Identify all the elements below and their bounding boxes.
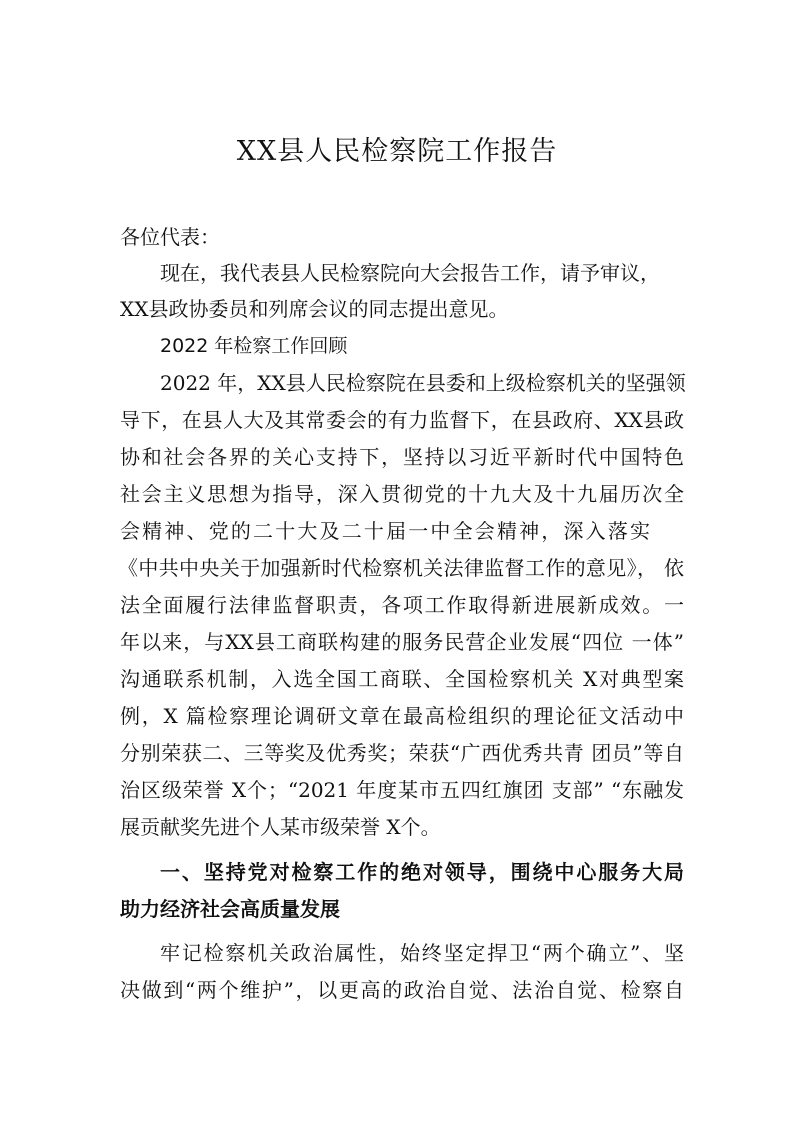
body-line: 协和社会各界的关心支持下，坚持以习近平新时代中国特色 [120, 445, 684, 469]
salutation: 各位代表： [120, 225, 220, 249]
body-line: XX县政协委员和列席会议的同志提出意见。 [120, 297, 509, 321]
section-heading-bold: 助力经济社会高质量发展 [120, 897, 340, 921]
body-line: 牢记检察机关政治属性，始终坚定捍卫“两个确立”、坚 [160, 941, 684, 965]
body-line: 分别荣获二、三等奖及优秀奖；荣获“广西优秀共青 团员”等自 [120, 741, 684, 765]
body-line: 决做到“两个维护”，以更高的政治自觉、法治自觉、检察自 [120, 978, 684, 1002]
body-line: 例，X 篇检察理论调研文章在最高检组织的理论征文活动中 [120, 704, 684, 728]
body-line: 2022 年，XX县人民检察院在县委和上级检察机关的坚强领 [160, 371, 686, 395]
document-title: XX县人民检察院工作报告 [236, 136, 558, 167]
section-heading-bold: 一、坚持党对检察工作的绝对领导，围绕中心服务大局 [160, 860, 684, 884]
body-line: 社会主义思想为指导，深入贯彻党的十九大及十九届历次全 [120, 482, 684, 506]
section-heading: 2022 年检察工作回顾 [160, 335, 348, 357]
body-line: 沟通联系机制，入选全国工商联、全国检察机关 X对典型案 [120, 667, 684, 691]
body-line: 治区级荣誉 X个；“2021 年度某市五四红旗团 支部” “东融发 [120, 778, 684, 802]
body-line: 导下，在县人大及其常委会的有力监督下，在县政府、XX县政 [120, 408, 684, 432]
body-line: 年以来，与XX县工商联构建的服务民营企业发展“四位 一体” [120, 630, 684, 654]
body-line: 展贡献奖先进个人某市级荣誉 X个。 [120, 815, 441, 839]
body-line: 《中共中央关于加强新时代检察机关法律监督工作的意见》， 依 [118, 556, 684, 580]
body-line: 法全面履行法律监督职责，各项工作取得新进展新成效。一 [120, 593, 684, 617]
body-line: 会精神、党的二十大及二十届一中全会精神，深入落实 [120, 519, 650, 543]
body-line: 现在，我代表县人民检察院向大会报告工作，请予审议， [160, 261, 660, 285]
